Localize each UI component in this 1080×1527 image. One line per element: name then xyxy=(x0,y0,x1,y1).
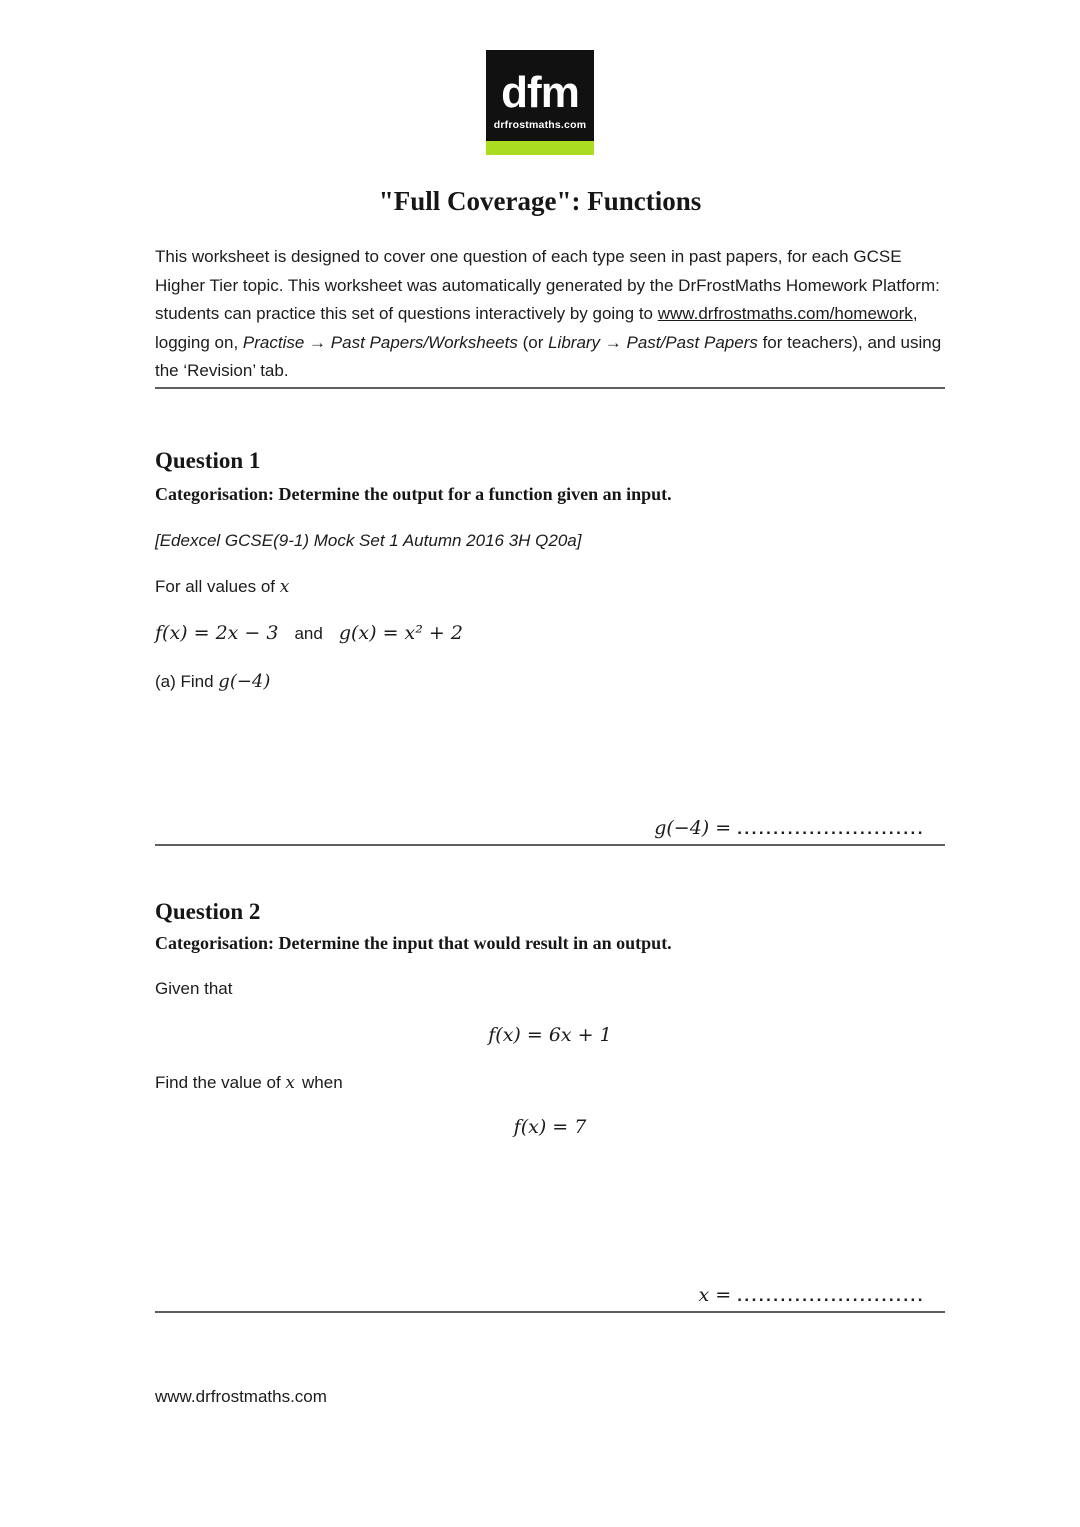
intro-past-past-papers: Past/Past Papers xyxy=(626,332,758,352)
question-1-given-line xyxy=(155,576,945,598)
find-prefix: Find the value of xyxy=(155,1072,286,1092)
dfm-logo-green-bar xyxy=(486,141,594,155)
question-2-find-line xyxy=(155,1072,945,1094)
task-expression: g(−4) xyxy=(218,670,271,692)
intro-text-1: This worksheet is designed to cover one question of each type seen in past papers, for each GCSE Higher Tier topic. This worksheet was automatically generated by the DrFrostMaths Homework Platform: students can practice this set of questions interactively by going to xyxy=(155,247,940,323)
intro-past-papers-worksheets: Past Papers/Worksheets xyxy=(330,332,518,352)
answer-1-blank: .......................... xyxy=(737,818,925,838)
question-2-section xyxy=(155,897,945,1310)
intro-practise: Practise xyxy=(242,332,305,352)
given-prefix: For all values of xyxy=(155,576,280,596)
question-1-source: [Edexcel GCSE(9-1) Mock Set 1 Autumn 2016 3H Q20a] xyxy=(155,530,582,550)
question-2-heading: Question 2 xyxy=(155,898,261,924)
find-variable: x xyxy=(285,1072,296,1093)
question-1-section xyxy=(155,446,945,843)
answer-2-label: x = xyxy=(698,1283,732,1306)
intro-text-3: (or xyxy=(517,332,549,352)
intro-text-2: , logging on, xyxy=(155,304,918,352)
footer-url: www.drfrostmaths.com xyxy=(155,1386,327,1406)
question-1-answer-line xyxy=(155,815,945,843)
dfm-logo-black-panel xyxy=(486,50,594,141)
dfm-logo xyxy=(486,50,594,155)
formula-conjunction: and xyxy=(294,623,323,643)
task-prefix: (a) Find xyxy=(155,671,219,691)
intro-paragraph xyxy=(155,243,945,386)
find-suffix: when xyxy=(302,1072,343,1092)
question-1-formulas xyxy=(155,618,945,650)
question-1-categorisation: Categorisation: Determine the output for a function given an input. xyxy=(155,483,672,504)
equation-2: f(x) = 7 xyxy=(513,1115,587,1138)
divider-intro xyxy=(155,387,945,389)
arrow-1: → xyxy=(304,332,331,352)
question-2-equation-1 xyxy=(155,1020,945,1052)
question-2-categorisation: Categorisation: Determine the input that would result in an output. xyxy=(155,932,672,953)
dfm-logo-subtext: drfrostmaths.com xyxy=(493,118,587,131)
given-variable: x xyxy=(279,576,290,597)
formula-g: g(x) = x² + 2 xyxy=(338,621,463,644)
question-1-heading: Question 1 xyxy=(155,447,261,473)
answer-1-label: g(−4) = xyxy=(654,816,732,839)
arrow-2: → xyxy=(600,332,627,352)
question-2-equation-2 xyxy=(155,1112,945,1144)
homework-link[interactable]: www.drfrostmaths.com/homework xyxy=(657,304,913,323)
dfm-logo-text: dfm xyxy=(501,67,579,117)
intro-library: Library xyxy=(548,332,601,352)
equation-1: f(x) = 6x + 1 xyxy=(488,1023,612,1046)
question-2-given-line: Given that xyxy=(155,978,233,998)
header xyxy=(0,0,1080,155)
intro-text-4: for teachers), and using the ‘Revision’ tab. xyxy=(155,332,942,380)
divider-question-1 xyxy=(155,844,945,846)
question-2-answer-line xyxy=(155,1282,945,1310)
question-1-task xyxy=(155,670,945,694)
divider-question-2 xyxy=(155,1311,945,1313)
formula-f: f(x) = 2x − 3 xyxy=(155,621,279,644)
answer-2-blank: .......................... xyxy=(737,1285,925,1305)
page-title: "Full Coverage": Functions xyxy=(378,186,702,216)
